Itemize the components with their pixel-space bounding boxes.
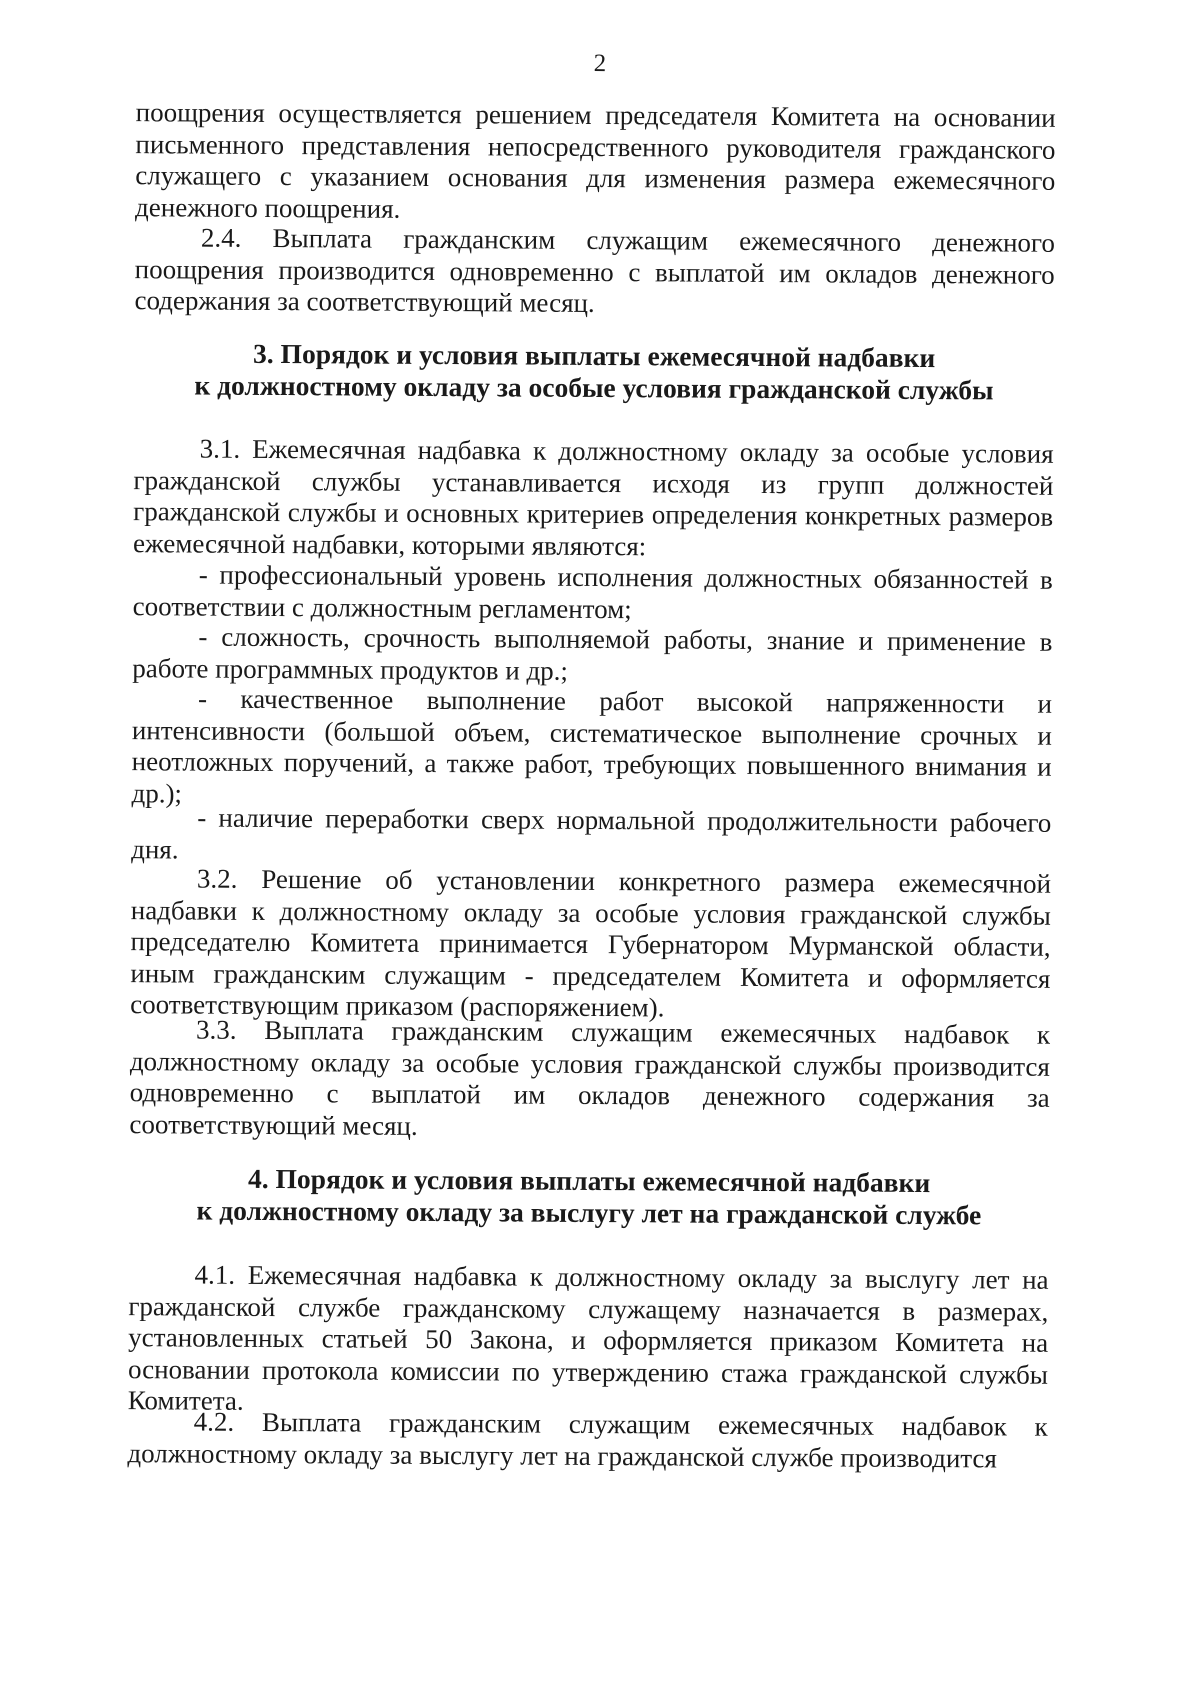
section-3-heading-line-2: к должностному окладу за особые условия гражданской службы [194, 369, 994, 406]
criterion-3: - качественное выполнение работ высокой напряженности и интенсивности (большой объем, систематическое выполнение срочных и неотложных поручений, а также работ, требующих повышенного внимания и др.); [131, 683, 1053, 808]
section-3-heading [134, 337, 1054, 407]
paragraph-3-2: 3.2. Решение об установлении конкретного размера ежемесячной надбавки к должностному окладу за особые условия гражданской службы председателю Комитета принимается Губернатором Мурманской области, иным гражданским служащим - председателем Комитета и оформляется соответствующим приказом (распоряжением). [130, 863, 1052, 1023]
paragraph-3-3: 3.3. Выплата гражданским служащим ежемесячных надбавок к должностному окладу за особые условия гражданской службы производится одновременно с выплатой им окладов денежного содержания за соответствующий месяц. [129, 1014, 1051, 1141]
paragraph-4-2: 4.2. Выплата гражданским служащим ежемесячных надбавок к должностному окладу за выслугу лет на гражданской службе производится [127, 1406, 1048, 1473]
paragraph-3-1: 3.1. Ежемесячная надбавка к должностному окладу за особые условия гражданской службы устанавливается исходя из групп должностей гражданской службы и основных критериев определения конкретных размеров ежемесячной надбавки, которыми являются: [132, 433, 1054, 561]
paragraph-4-1: 4.1. Ежемесячная надбавка к должностному окладу за выслугу лет на гражданской службе гражданскому служащему назначается в размерах, установленных статьей 50 Закона, и оформляется приказом Комитета на основании протокола комиссии по утверждению стажа гражданской службы Комитета. [127, 1259, 1049, 1416]
paragraph-continuation: поощрения осуществляется решением председателя Комитета на основании письменного представления непосредственного руководителя гражданского служащего с указанием основания для изменения размера ежемесячного денежного поощрения. [135, 97, 1056, 224]
criterion-4: - наличие переработки сверх нормальной продолжительности рабочего дня. [131, 802, 1052, 864]
section-4-heading-line-1: 4. Порядок и условия выплаты ежемесячной надбавки [247, 1162, 931, 1199]
section-4-heading-line-2: к должностному окладу за выслугу лет на гражданской службе [196, 1194, 982, 1231]
criterion-2: - сложность, срочность выполняемой работы, знание и применение в работе программных продуктов и др.; [132, 621, 1053, 686]
section-4-heading [129, 1162, 1049, 1232]
criterion-1: - профессиональный уровень исполнения должностных обязанностей в соответствии с должностным регламентом; [132, 559, 1053, 624]
section-3-heading-line-1: 3. Порядок и условия выплаты ежемесячной надбавки [253, 337, 936, 374]
page-number: 2 [593, 49, 607, 78]
paragraph-2-4: 2.4. Выплата гражданским служащим ежемесячного денежного поощрения производится одновременно с выплатой им окладов денежного содержания за соответствующий месяц. [134, 222, 1055, 318]
